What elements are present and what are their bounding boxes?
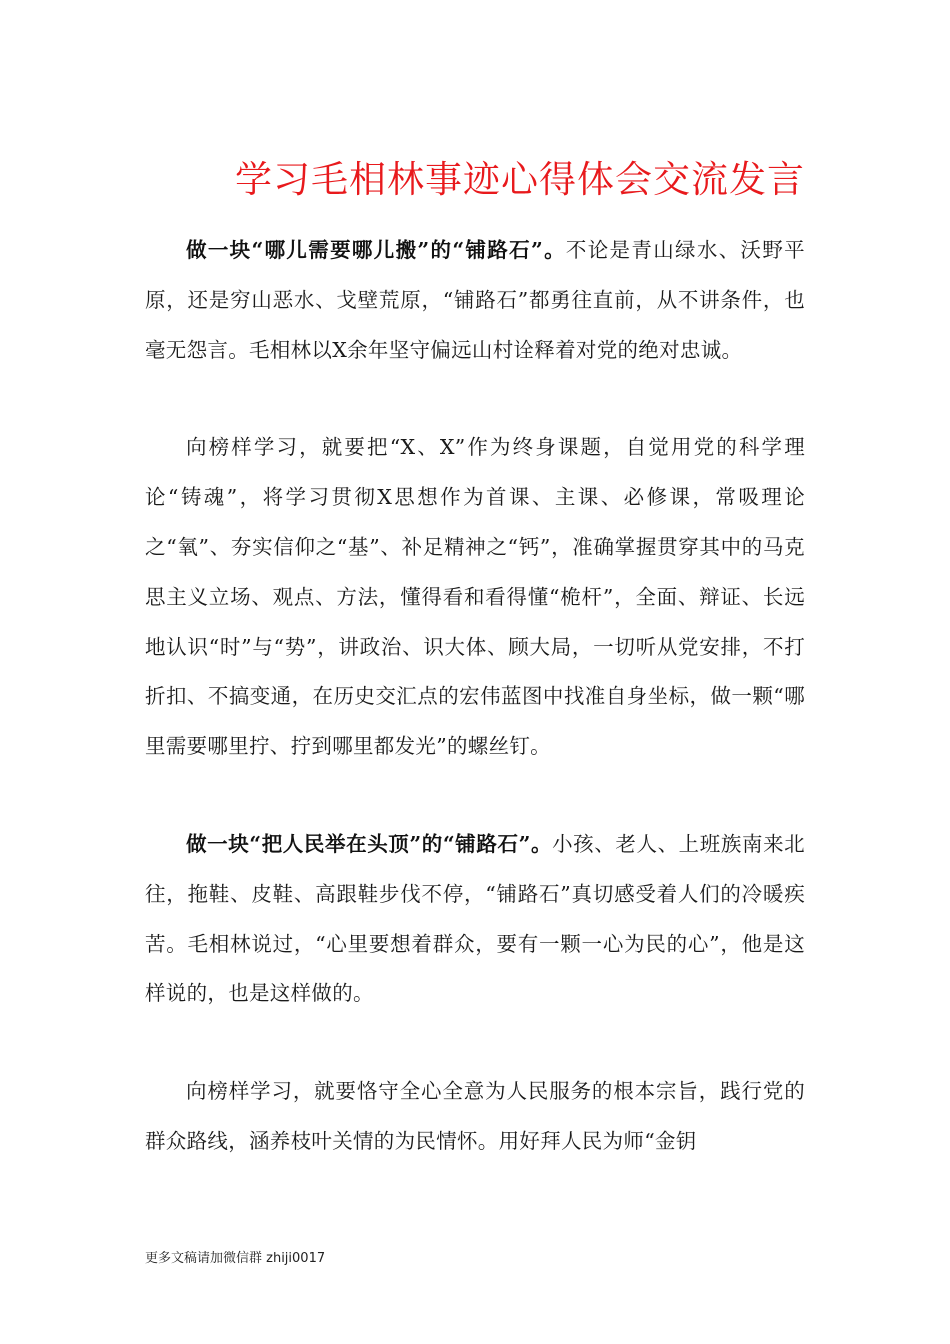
paragraph-1 <box>145 226 805 375</box>
paragraph-4 <box>145 1067 805 1167</box>
document-body <box>145 226 805 1215</box>
paragraph-3 <box>145 820 805 1019</box>
paragraph-1-text: 不论是青山绿水、沃野平原，还是穷山恶水、戈壁荒原，“铺路石”都勇往直前，从不讲条件，也毫无怨言。毛相林以X余年坚守偏远山村诠释着对党的绝对忠诚。 <box>145 238 805 362</box>
paragraph-3-text: 小孩、老人、上班族南来北往，拖鞋、皮鞋、高跟鞋步伐不停，“铺路石”真切感受着人们的冷暖疾苦。毛相林说过，“心里要想着群众，要有一颗一心为民的心”，他是这样说的，也是这样做的。 <box>145 831 805 1006</box>
paragraph-4-text: 向榜样学习，就要恪守全心全意为人民服务的根本宗旨，践行党的群众路线，涵养枝叶关情的为民情怀。用好拜人民为师“金钥 <box>145 1079 805 1153</box>
page-footer: 更多文稿请加微信群 zhiji0017 <box>145 1251 326 1266</box>
paragraph-2-text: 向榜样学习，就要把“X、X”作为终身课题，自觉用党的科学理论“铸魂”，将学习贯彻X思想作为首课、主课、必修课，常吸理论之“氧”、夯实信仰之“基”、补足精神之“钙”，准确掌握贯穿其中的马克思主义立场、观点、方法，懂得看和看得懂“桅杆”，全面、辩证、长远地认识“时”与“势”，讲政治、识大体、顾大局，一切听从党安排，不打折扣、不搞变通，在历史交汇点的宏伟蓝图中找准自身坐标，做一颗“哪里需要哪里拧、拧到哪里都发光”的螺丝钉。 <box>145 435 805 759</box>
paragraph-1-lead: 做一块“哪儿需要哪儿搬”的“铺路石”。 <box>186 238 566 262</box>
document-title: 学习毛相林事迹心得体会交流发言 <box>235 158 805 201</box>
paragraph-2 <box>145 423 805 772</box>
paragraph-3-lead: 做一块“把人民举在头顶”的“铺路石”。 <box>186 831 553 856</box>
